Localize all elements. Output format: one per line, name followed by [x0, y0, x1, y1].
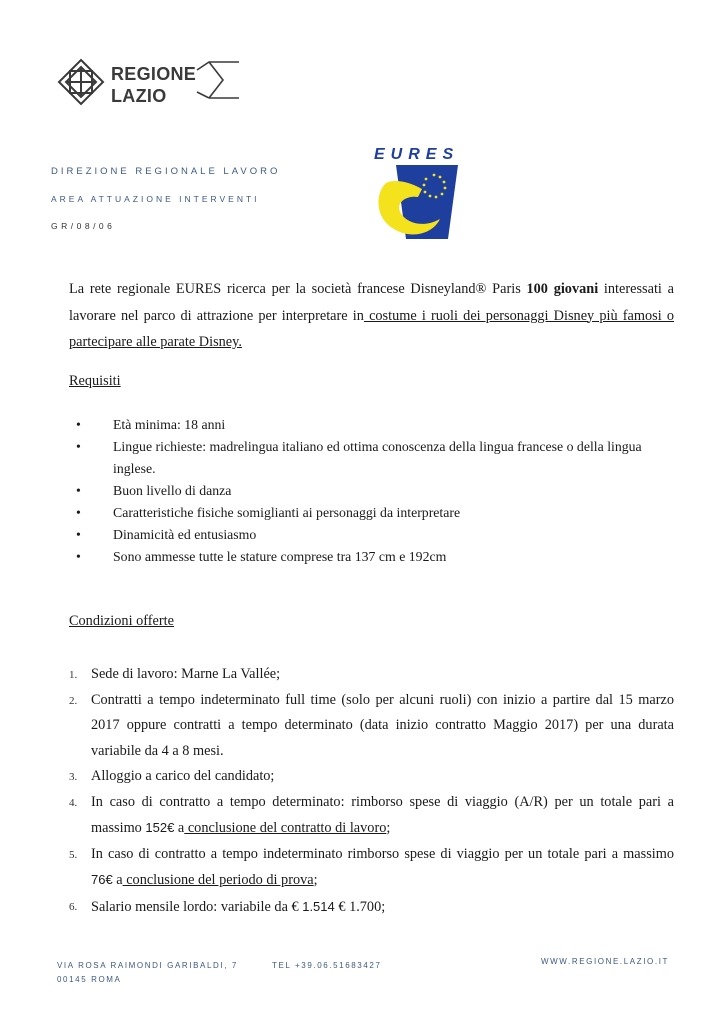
eures-logo [370, 143, 462, 247]
list-item: 1. Sede di lavoro: Marne La Vallée; [69, 666, 281, 682]
intro-highlight: 100 giovani [526, 281, 599, 297]
list-item: • Sono ammesse tutte le stature comprese tra 137 cm e 192cm [69, 546, 679, 568]
condizione-6-text: Salario mensile lordo: variabile da € [91, 898, 303, 915]
list-item: • Caratteristiche fisiche somiglianti ai personaggi da interpretare [69, 502, 679, 524]
footer-address-city: 00145 ROMA [57, 975, 122, 984]
condizione-6-amount: 1.514 [302, 898, 335, 914]
footer-website-link[interactable]: WWW.REGIONE.LAZIO.IT [541, 957, 669, 966]
logo-line-lazio: LAZIO [111, 86, 167, 106]
footer-address-street: VIA ROSA RAIMONDI GARIBALDI, 7 [57, 961, 238, 970]
condizione-1: Sede di lavoro: Marne La Vallée; [91, 666, 281, 682]
list-item: 2. Contratti a tempo indeterminato full time (solo per alcuni ruoli) con inizio a partire dal 15 marzo 2017 oppure contratti a tempo determinato (data inizio contratto Maggio 2017) per una durata variabile da 4 a 8 mesi. [69, 691, 674, 759]
condizione-6-end: € 1.700; [334, 898, 386, 915]
intro-text-2: interessati a lavorare nel parco di attrazione per interpretare in [69, 281, 674, 324]
condizione-2: Contratti a tempo indeterminato full time (solo per alcuni ruoli) con inizio a partire dal 15 marzo 2017 oppure contratti a tempo determinato (data inizio contratto Maggio 2017) per una durata variabile da 4 a 8 mesi. [91, 691, 674, 759]
intro-paragraph [69, 276, 674, 356]
list-item: 4. In caso di contratto a tempo determinato: rimborso spese di viaggio (A/R) per un totale pari a massimo 152€ a conclusione del contratto di lavoro; [69, 793, 674, 836]
intro-underlined: costume i ruoli dei personaggi Disney più famosi o partecipare alle parate Disney. [69, 307, 674, 350]
reference-code: GR/08/06 [51, 221, 116, 231]
footer-telephone: TEL +39.06.51683427 [272, 961, 382, 970]
list-item: • Buon livello di danza [69, 480, 679, 502]
logo-line-regione: REGIONE [111, 64, 197, 84]
logo-chevron-icon [197, 62, 239, 98]
condizione-5-amount: 76€ [91, 872, 113, 887]
list-item: • Dinamicità ed entusiasmo [69, 524, 679, 546]
area-name: AREA ATTUAZIONE INTERVENTI [51, 194, 260, 204]
department-name: DIREZIONE REGIONALE LAVORO [51, 166, 281, 177]
intro-text-1: La rete regionale EURES ricerca per la società francese Disneyland® Paris [69, 281, 527, 297]
condizione-4-end: ; [386, 820, 391, 836]
condizione-4-underlined: conclusione del contratto di lavoro [184, 820, 387, 836]
condizione-5-text: In caso di contratto a tempo indeterminato rimborso spese di viaggio per un totale pari a massimo [91, 845, 674, 862]
condizioni-list [69, 662, 674, 920]
condizione-3: Alloggio a carico del candidato; [91, 768, 275, 784]
condizione-5-underlined: conclusione del periodo di prova [122, 872, 314, 888]
list-item: 6. Salario mensile lordo: variabile da € 1.514 € 1.700; [69, 898, 386, 915]
list-item: • Età minima: 18 anni [69, 414, 679, 436]
condizione-5-a: a [112, 872, 123, 888]
requisiti-list [69, 414, 679, 568]
condizione-4-amount: 152€ [145, 820, 175, 835]
condizione-4-a: a [174, 820, 185, 836]
list-item: 3. Alloggio a carico del candidato; [69, 768, 275, 784]
list-item: 5. In caso di contratto a tempo indeterminato rimborso spese di viaggio per un totale pari a massimo 76€ a conclusione del periodo di prova; [69, 845, 674, 888]
list-item: • Lingue richieste: madrelingua italiano ed ottima conoscenza della lingua francese o della lingua inglese. [69, 436, 679, 480]
condizione-4-text: In caso di contratto a tempo determinato: rimborso spese di viaggio (A/R) per un totale pari a massimo [91, 793, 674, 836]
requisiti-heading: Requisiti [69, 373, 121, 389]
regione-lazio-emblem-icon [59, 60, 103, 104]
condizione-5-end: ; [313, 872, 318, 888]
condizioni-heading: Condizioni offerte [69, 613, 174, 629]
eures-logo-text: EURES [374, 146, 460, 163]
